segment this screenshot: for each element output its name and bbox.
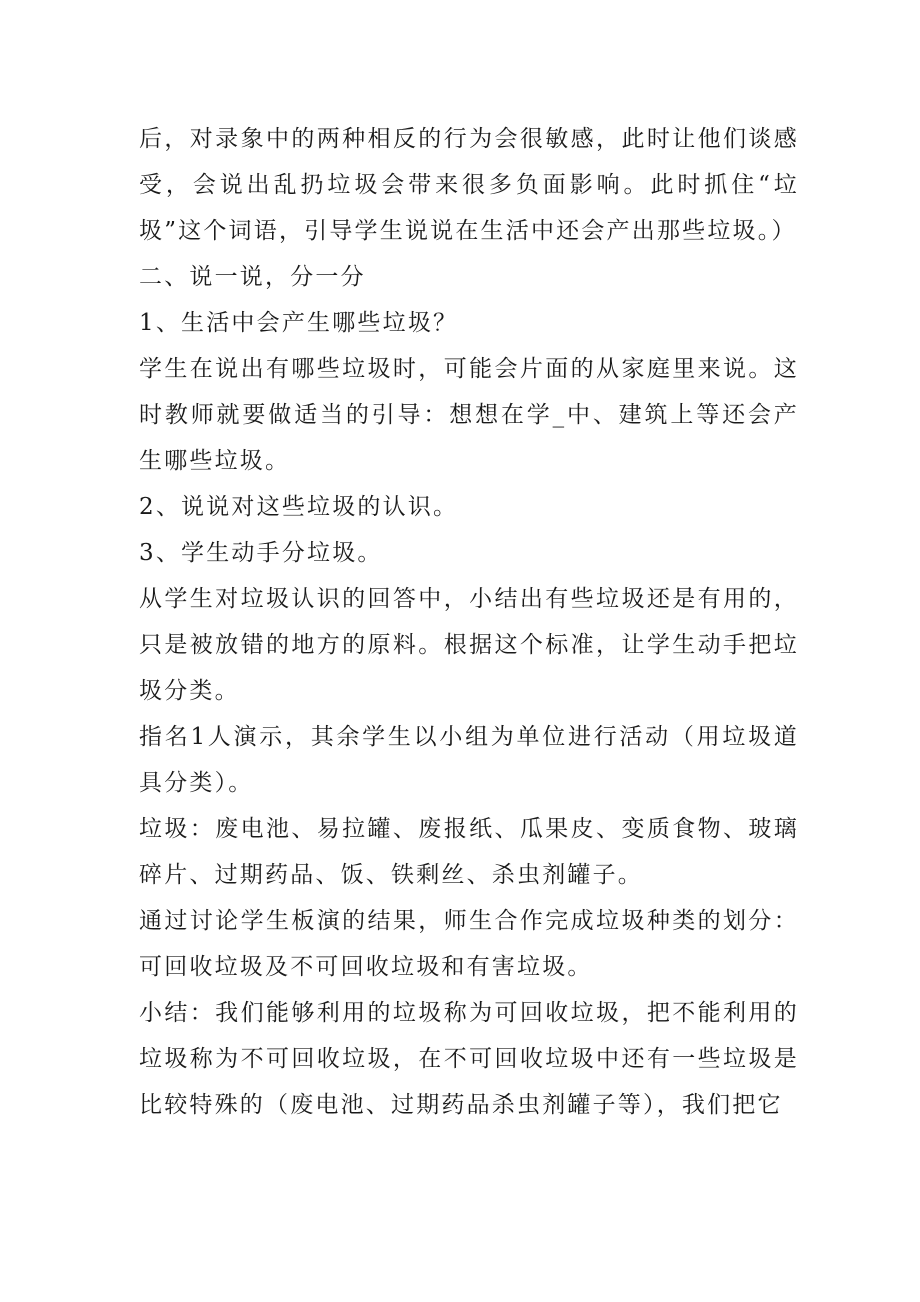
paragraph-summary: 小结：我们能够利用的垃圾称为可回收垃圾，把不能利用的垃圾称为不可回收垃圾，在不可回收垃圾中还有一些垃圾是比较特殊的（废电池、过期药品杀虫剂罐子等），我们把它 bbox=[139, 1000, 799, 1118]
paragraph-body: 从学生对垃圾认识的回答中，小结出有些垃圾还是有用的，只是被放错的地方的原料。根据这个标准，让学生动手把垃圾分类。 bbox=[139, 586, 799, 704]
paragraph-continuation: 后，对录象中的两种相反的行为会很敏感，此时让他们谈感受，会说出乱扔垃圾会带来很多负面影响。此时抓住“垃圾”这个词语，引导学生说说在生活中还会产出那些垃圾。） bbox=[139, 126, 799, 244]
list-item-2: 2、说说对这些垃圾的认识。 bbox=[139, 494, 459, 520]
paragraph-body: 通过讨论学生板演的结果，师生合作完成垃圾种类的划分：可回收垃圾及不可回收垃圾和有害垃圾。 bbox=[139, 908, 799, 980]
document-body bbox=[139, 116, 799, 1128]
paragraph-body: 指名1人演示，其余学生以小组为单位进行活动（用垃圾道具分类）。 bbox=[139, 724, 799, 796]
section-heading: 二、说一说，分一分 bbox=[139, 264, 366, 290]
paragraph-body: 学生在说出有哪些垃圾时，可能会片面的从家庭里来说。这时教师就要做适当的引导：想想在学_中、建筑上等还会产生哪些垃圾。 bbox=[139, 356, 799, 474]
paragraph-body: 垃圾：废电池、易拉罐、废报纸、瓜果皮、变质食物、玻璃碎片、过期药品、饭、铁剩丝、杀虫剂罐子。 bbox=[139, 816, 799, 888]
list-item-3: 3、学生动手分垃圾。 bbox=[139, 540, 383, 566]
list-item-1: 1、生活中会产生哪些垃圾？ bbox=[139, 310, 459, 336]
